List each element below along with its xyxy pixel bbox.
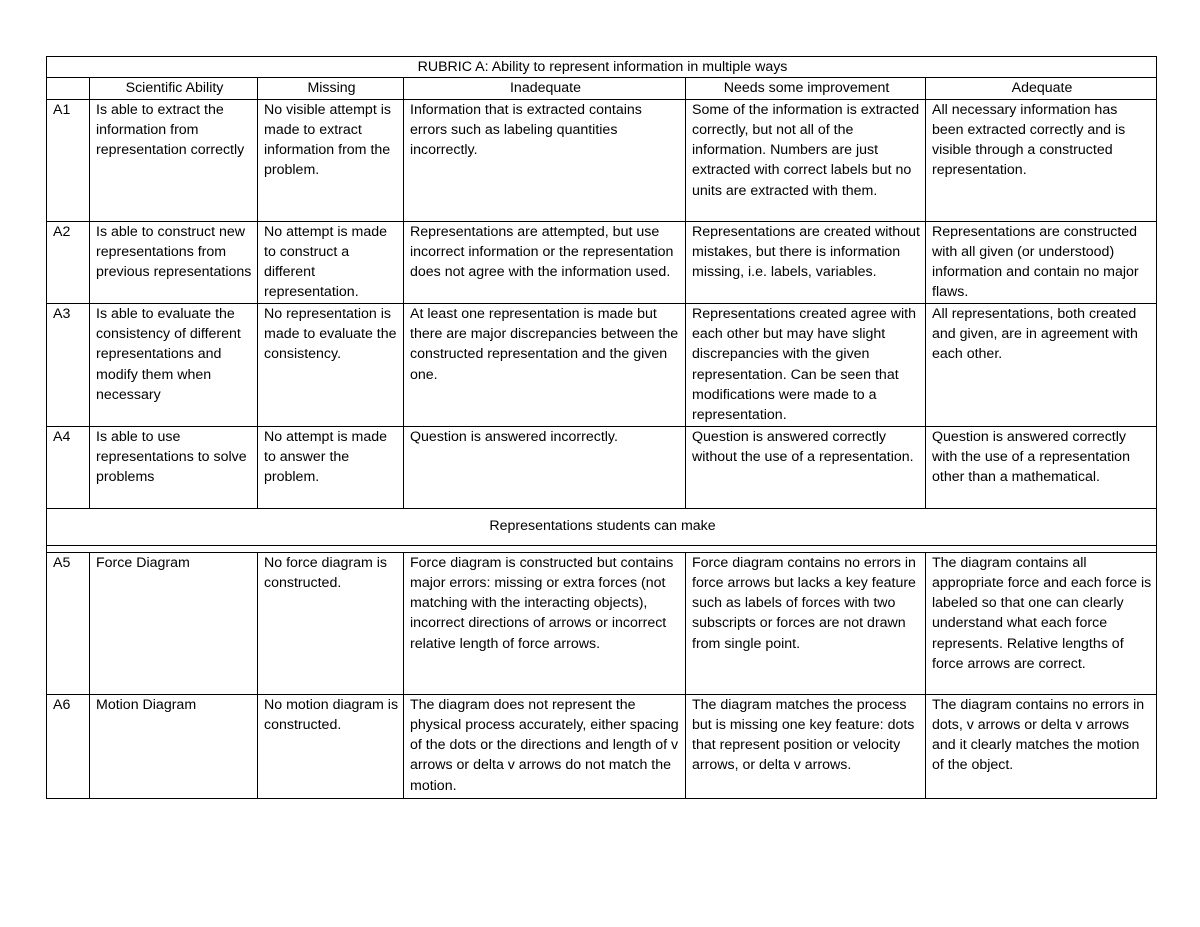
ability-cell: Is able to use representations to solve problems: [90, 426, 258, 508]
needs-improvement-cell: Some of the information is extracted correctly, but not all of the information. Numbers are just extracted with correct labels but no units are extracted with them.: [686, 99, 926, 221]
rubric-title: RUBRIC A: Ability to represent information in multiple ways: [47, 57, 1157, 78]
missing-cell: No attempt is made to construct a different representation.: [258, 221, 404, 303]
missing-cell: No motion diagram is constructed.: [258, 694, 404, 798]
table-row-a4: [47, 426, 1157, 508]
header-row: [47, 78, 1157, 99]
row-id: A6: [47, 694, 90, 798]
needs-improvement-cell: Representations created agree with each other but may have slight discrepancies with the given representation. Can be seen that modifications were made to a representation.: [686, 303, 926, 426]
row-id: A5: [47, 552, 90, 694]
adequate-cell: All representations, both created and given, are in agreement with each other.: [926, 303, 1157, 426]
adequate-cell: All necessary information has been extracted correctly and is visible through a constructed representation.: [926, 99, 1157, 221]
section-row: [47, 508, 1157, 545]
missing-cell: No representation is made to evaluate the consistency.: [258, 303, 404, 426]
header-needs-improvement: Needs some improvement: [686, 78, 926, 99]
table-row-a1: [47, 99, 1157, 221]
header-id-cell: [47, 78, 90, 99]
row-id: A4: [47, 426, 90, 508]
table-row-a3: [47, 303, 1157, 426]
title-row: [47, 57, 1157, 78]
needs-improvement-cell: Force diagram contains no errors in force arrows but lacks a key feature such as labels of forces with two subscripts or forces are not drawn from single point.: [686, 552, 926, 694]
table-row-a5: [47, 552, 1157, 694]
inadequate-cell: Representations are attempted, but use incorrect information or the representation does not agree with the information used.: [404, 221, 686, 303]
row-id: A2: [47, 221, 90, 303]
ability-cell: Is able to construct new representations from previous representations: [90, 221, 258, 303]
adequate-cell: Question is answered correctly with the use of a representation other than a mathematical.: [926, 426, 1157, 508]
section-title: Representations students can make: [47, 508, 1157, 545]
header-inadequate: Inadequate: [404, 78, 686, 99]
inadequate-cell: Question is answered incorrectly.: [404, 426, 686, 508]
inadequate-cell: At least one representation is made but there are major discrepancies between the constructed representation and the given one.: [404, 303, 686, 426]
inadequate-cell: The diagram does not represent the physical process accurately, either spacing of the dots or the directions and length of v arrows or delta v arrows do not match the motion.: [404, 694, 686, 798]
missing-cell: No attempt is made to answer the problem.: [258, 426, 404, 508]
header-adequate: Adequate: [926, 78, 1157, 99]
rubric-table: [46, 56, 1157, 799]
header-missing: Missing: [258, 78, 404, 99]
ability-cell: Force Diagram: [90, 552, 258, 694]
adequate-cell: The diagram contains all appropriate force and each force is labeled so that one can clearly understand what each force represents. Relative lengths of force arrows are correct.: [926, 552, 1157, 694]
ability-cell: Motion Diagram: [90, 694, 258, 798]
missing-cell: No visible attempt is made to extract information from the problem.: [258, 99, 404, 221]
inadequate-cell: Force diagram is constructed but contains major errors: missing or extra forces (not matching with the interacting objects), incorrect directions of arrows or incorrect relative length of force arrows.: [404, 552, 686, 694]
needs-improvement-cell: The diagram matches the process but is missing one key feature: dots that represent position or velocity arrows, or delta v arrows.: [686, 694, 926, 798]
ability-cell: Is able to extract the information from representation correctly: [90, 99, 258, 221]
row-id: A3: [47, 303, 90, 426]
needs-improvement-cell: Question is answered correctly without the use of a representation.: [686, 426, 926, 508]
header-scientific-ability: Scientific Ability: [90, 78, 258, 99]
adequate-cell: Representations are constructed with all given (or understood) information and contain no major flaws.: [926, 221, 1157, 303]
needs-improvement-cell: Representations are created without mistakes, but there is information missing, i.e. labels, variables.: [686, 221, 926, 303]
inadequate-cell: Information that is extracted contains errors such as labeling quantities incorrectly.: [404, 99, 686, 221]
table-row-a2: [47, 221, 1157, 303]
table-row-a6: [47, 694, 1157, 798]
missing-cell: No force diagram is constructed.: [258, 552, 404, 694]
adequate-cell: The diagram contains no errors in dots, v arrows or delta v arrows and it clearly matches the motion of the object.: [926, 694, 1157, 798]
spacer-row: [47, 545, 1157, 552]
ability-cell: Is able to evaluate the consistency of different representations and modify them when necessary: [90, 303, 258, 426]
row-id: A1: [47, 99, 90, 221]
spacer-cell: [47, 545, 1157, 552]
